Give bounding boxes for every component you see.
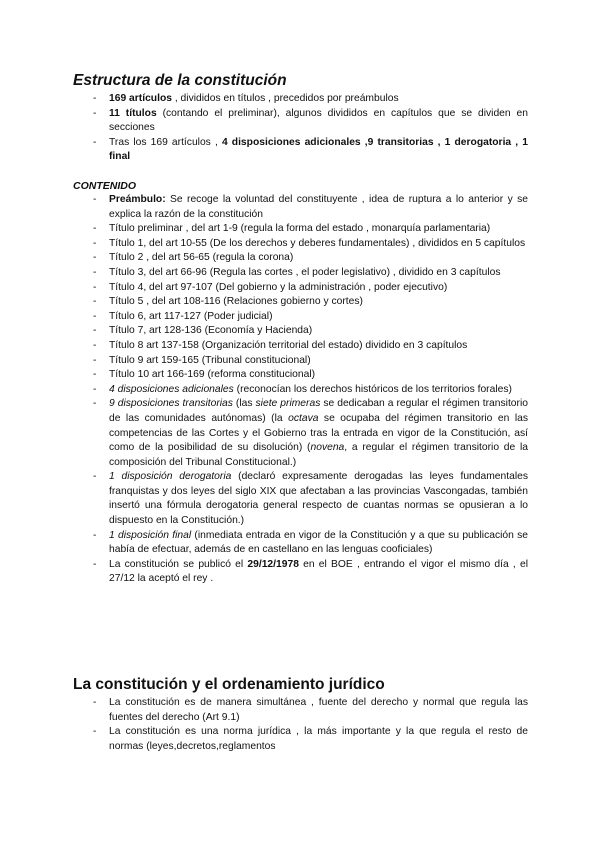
list-item: - Título 8 art 137-158 (Organización territorial del estado) dividido en 3 capítulos: [93, 339, 528, 354]
contenido-list: [93, 193, 528, 587]
section-title-estructura: Estructura de la constitución: [73, 72, 287, 89]
list-item: - Tras los 169 artículos , 4 disposiciones adicionales ,9 transitorias , 1 derogatoria , 1 final: [93, 136, 528, 165]
list-item: - Título 10 art 166-169 (reforma constitucional): [93, 368, 528, 383]
list-item: - Título 2 , del art 56-65 (regula la corona): [93, 251, 528, 266]
list-item: - 1 disposición final (inmediata entrada en vigor de la Constitución y a que su publicación se había de efectuar, además de en castellano en las lenguas cooficiales): [93, 529, 528, 558]
list-item: - La constitución es una norma jurídica , la más importante y la que regula el resto de normas (leyes,decretos,reglamentos: [93, 725, 528, 754]
list-item: - Preámbulo: Se recoge la voluntad del constituyente , idea de ruptura a lo anterior y se explica la razón de la constitución: [93, 193, 528, 222]
list-item: - Título 4, del art 97-107 (Del gobierno y la administración , poder ejecutivo): [93, 281, 528, 296]
list-item: - 4 disposiciones adicionales (reconocían los derechos históricos de los territorios forales): [93, 383, 528, 398]
list-item: - 9 disposiciones transitorias (las siete primeras se dedicaban a regular el régimen transitorio de las comunidades autónomas) (la octava se ocupaba del régimen transitorio en las competencias de las Cortes y el Gobierno tras la entrada en vigor de la Constitución, así como de la posibilidad de su disolución) (novena, a regular el régimen transitorio de la composición del Tribunal Constitucional.): [93, 397, 528, 470]
section-title-ordenamiento: La constitución y el ordenamiento jurídico: [73, 676, 385, 693]
list-item: - Título 7, art 128-136 (Economía y Hacienda): [93, 324, 528, 339]
list-item: - Título preliminar , del art 1-9 (regula la forma del estado , monarquía parlamentaria): [93, 222, 528, 237]
list-item: - 11 títulos (contando el preliminar), algunos divididos en capítulos que se dividen en secciones: [93, 107, 528, 136]
list-item: - Título 9 art 159-165 (Tribunal constitucional): [93, 354, 528, 369]
list-item: - Título 5 , del art 108-116 (Relaciones gobierno y cortes): [93, 295, 528, 310]
contenido-heading: CONTENIDO: [73, 180, 136, 192]
list-item: - 169 artículos , divididos en títulos , precedidos por preámbulos: [93, 92, 528, 107]
estructura-list: [93, 92, 528, 165]
list-item: - Título 3, del art 66-96 (Regula las cortes , el poder legislativo) , dividido en 3 capítulos: [93, 266, 528, 281]
list-item: - Título 6, art 117-127 (Poder judicial): [93, 310, 528, 325]
list-item: - Título 1, del art 10-55 (De los derechos y deberes fundamentales) , divididos en 5 capítulos: [93, 237, 528, 252]
ordenamiento-list: [93, 696, 528, 754]
list-item: - La constitución se publicó el 29/12/1978 en el BOE , entrando el vigor el mismo día , el 27/12 la aceptó el rey .: [93, 558, 528, 587]
list-item: - 1 disposición derogatoria (declaró expresamente derogadas las leyes fundamentales franquistas y dos leyes del siglo XIX que afectaban a las provincias Vascongadas, también insertó una fórmula derogatoria general respecto de cuantas normas se opusieran a lo dispuesto en la Constitución.): [93, 470, 528, 528]
list-item: - La constitución es de manera simultánea , fuente del derecho y normal que regula las fuentes del derecho (Art 9.1): [93, 696, 528, 725]
